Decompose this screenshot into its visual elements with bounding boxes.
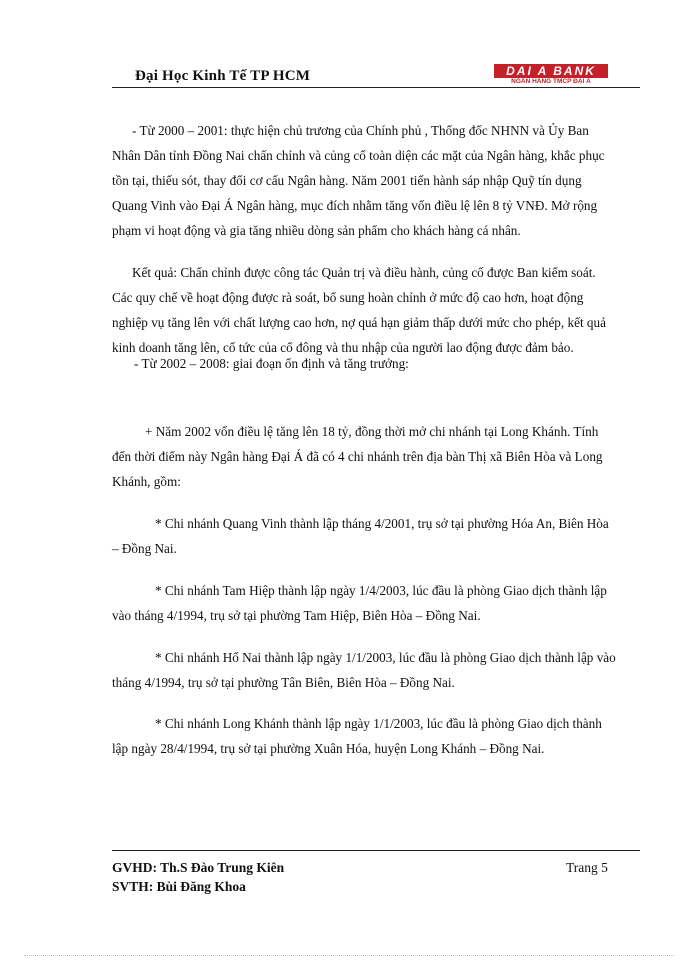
- paragraph-2002-2008: [112, 351, 632, 376]
- header-title: Đại Học Kinh Tế TP HCM: [135, 68, 311, 84]
- text-line: - Từ 2002 – 2008: giai đoạn ổn định và tăng trưởng:: [134, 356, 409, 371]
- text-line: – Đồng Nai.: [112, 541, 177, 556]
- text-line: tồn tại, thiếu sót, thay đổi cơ cấu Ngân hàng. Năm 2001 tiến hành sáp nhập Quỹ tín dụng: [112, 173, 582, 188]
- footer-divider: [112, 850, 640, 851]
- branch-quang-vinh: [112, 511, 632, 561]
- text-line: tháng 4/1994, trụ sở tại phường Tân Biên, Biên Hòa – Đồng Nai.: [112, 675, 455, 690]
- footer-credits: [112, 858, 284, 896]
- text-line: vào tháng 4/1994, trụ sở tại phường Tam Hiệp, Biên Hòa – Đồng Nai.: [112, 608, 481, 623]
- paragraph-nam-2002: [112, 419, 632, 494]
- text-line: Quang Vinh vào Đại Á Ngân hàng, mục đích nhằm tăng vốn điều lệ lên 8 tỷ VNĐ. Mở rộng: [112, 198, 598, 213]
- text-line: - Từ 2000 – 2001: thực hiện chủ trương của Chính phủ , Thống đốc NHNN và Ủy Ban: [132, 123, 589, 138]
- branch-tam-hiep: [112, 578, 632, 628]
- text-line: + Năm 2002 vốn điều lệ tăng lên 18 tỷ, đồng thời mở chi nhánh tại Long Khánh. Tính: [145, 424, 599, 439]
- paragraph-ket-qua: [112, 260, 632, 360]
- text-line: phạm vi hoạt động và gia tăng nhiều dòng sản phẩm cho khách hàng cá nhân.: [112, 223, 521, 238]
- logo-name: DAI A BANK: [494, 64, 608, 78]
- text-line: nghiệp vụ tăng lên với chất lượng cao hơn, nợ quá hạn giảm thấp dưới mức cho phép, kết quả: [112, 315, 606, 330]
- page-number: Trang 5: [566, 860, 608, 875]
- text-line: Kết quả: Chấn chỉnh được công tác Quản trị và điều hành, củng cố được Ban kiểm soát.: [132, 265, 596, 280]
- text-line: Khánh, gồm:: [112, 474, 181, 489]
- text-line: đến thời điểm này Ngân hàng Đại Á đã có 4 chi nhánh trên địa bàn Thị xã Biên Hòa và Long: [112, 449, 603, 464]
- text-line: * Chi nhánh Tam Hiệp thành lập ngày 1/4/2003, lúc đầu là phòng Giao dịch thành lập: [155, 583, 607, 598]
- bank-logo: [494, 64, 608, 86]
- header-divider: [112, 87, 640, 88]
- student-name: SVTH: Bùi Đăng Khoa: [112, 879, 246, 894]
- text-line: Nhân Dân tỉnh Đồng Nai chấn chỉnh và củng cố toàn diện các mặt của Ngân hàng, khắc phục: [112, 148, 605, 163]
- text-line: * Chi nhánh Hố Nai thành lập ngày 1/1/2003, lúc đầu là phòng Giao dịch thành lập vào: [155, 650, 616, 665]
- text-line: Các quy chế về hoạt động được rà soát, bổ sung hoàn chỉnh ở mức độ cao hơn, hoạt động: [112, 290, 584, 305]
- logo-tagline: NGÂN HÀNG TMCP ĐẠI Á: [511, 78, 591, 85]
- advisor-name: GVHD: Th.S Đào Trung Kiên: [112, 860, 285, 875]
- text-line: * Chi nhánh Long Khánh thành lập ngày 1/1/2003, lúc đầu là phòng Giao dịch thành: [155, 716, 602, 731]
- page-bottom-edge: [24, 955, 674, 956]
- text-line: kinh doanh tăng lên, cổ tức của cổ đông và thu nhập của người lao động được đảm bảo.: [112, 340, 574, 355]
- branch-ho-nai: [112, 645, 632, 695]
- text-line: * Chi nhánh Quang Vinh thành lập tháng 4/2001, trụ sở tại phường Hóa An, Biên Hòa: [155, 516, 609, 531]
- paragraph-2000-2001: [112, 118, 632, 243]
- branch-long-khanh: [112, 711, 632, 761]
- text-line: lập ngày 28/4/1994, trụ sở tại phường Xuân Hóa, huyện Long Khánh – Đồng Nai.: [112, 741, 545, 756]
